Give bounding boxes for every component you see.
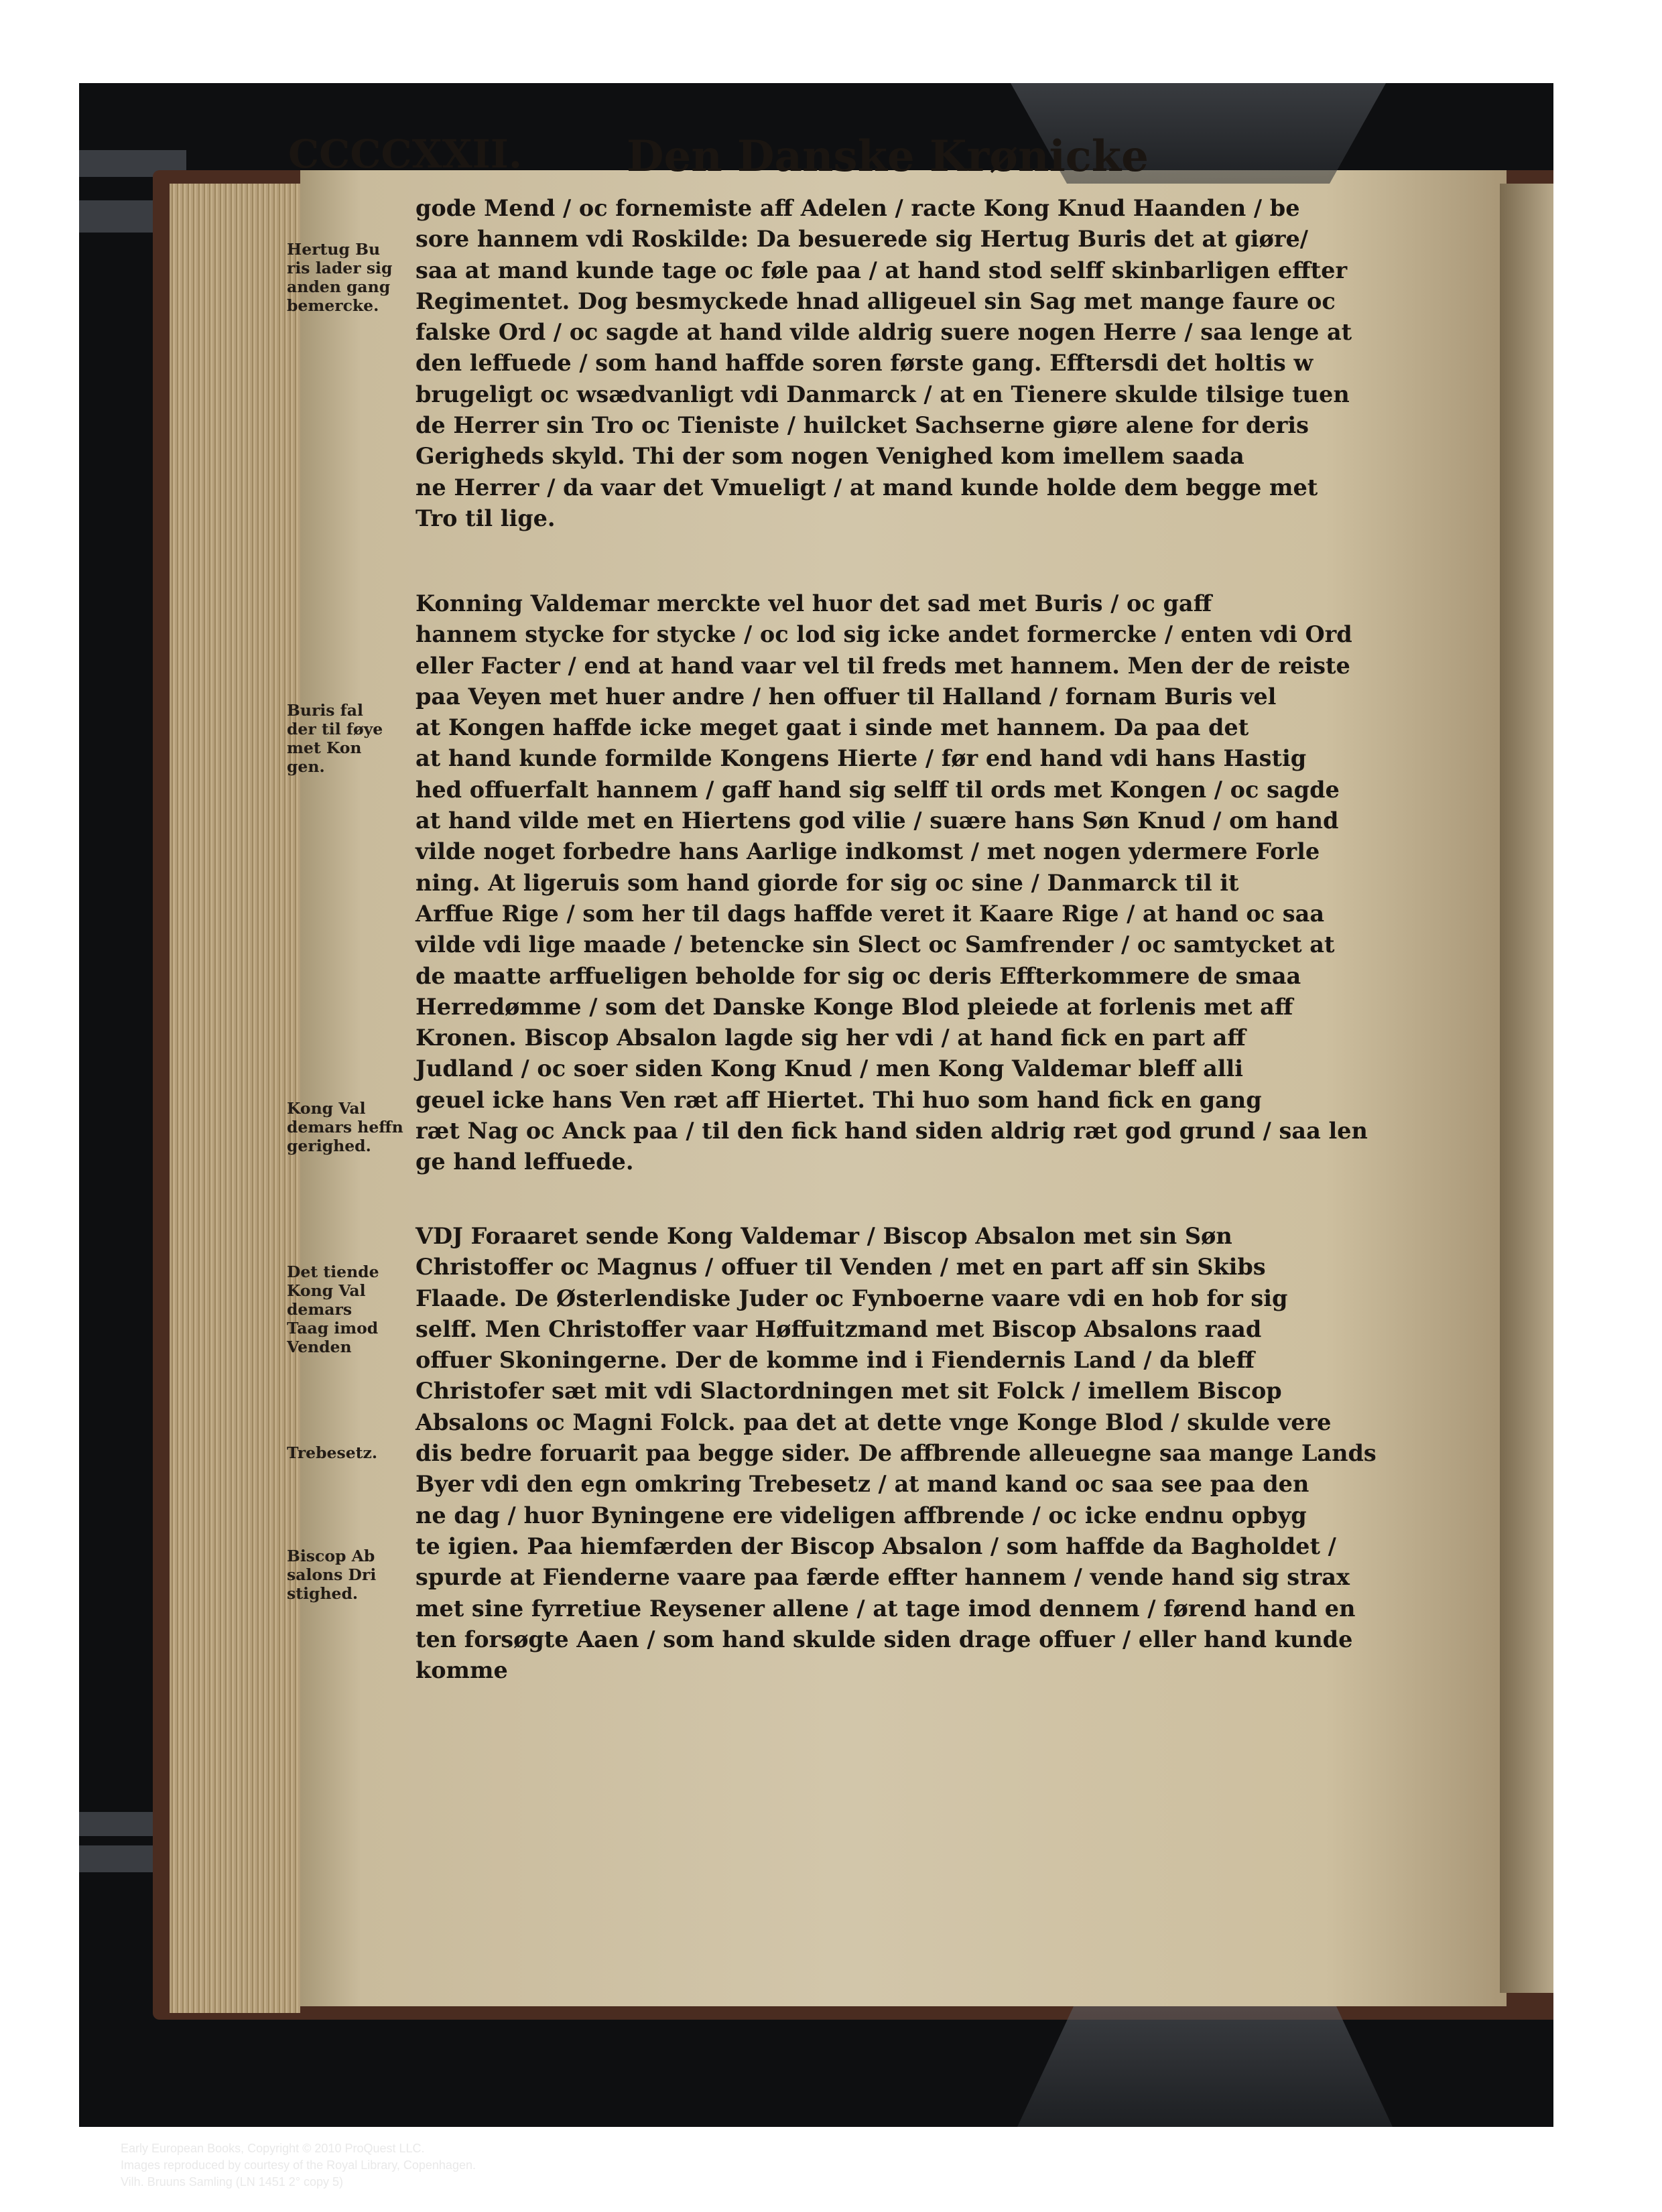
text-line: Flaade. De Østerlendiske Juder oc Fynboerne vaare vdi en hob for sig <box>416 1285 1288 1311</box>
text-line: dis bedre foruarit paa begge sider. De affbrende alleuegne saa mange Lands <box>416 1440 1377 1467</box>
credit-line: Early European Books, Copyright © 2010 ProQuest LLC. <box>121 2142 425 2155</box>
text-line: hannem stycke for stycke / oc lod sig icke andet formercke / enten vdi Ord <box>416 621 1352 648</box>
running-head: Den Danske Krønicke <box>627 131 1149 182</box>
text-line: den leffuede / som hand haffde soren første gang. Efftersdi det holtis w <box>416 350 1314 377</box>
text-line: vilde vdi lige maade / betencke sin Slect oc Samfrender / oc samtycket at <box>416 931 1335 958</box>
page-edges <box>170 184 300 2013</box>
text-line: falske Ord / oc sagde at hand vilde aldrig suere nogen Herre / saa lenge at <box>416 319 1352 346</box>
margin-note-line: gen. <box>287 757 325 776</box>
text-line: Gerigheds skyld. Thi der som nogen Venighed kom imellem saada <box>416 443 1244 470</box>
text-line: Christofer sæt mit vdi Slactordningen met sit Folck / imellem Biscop <box>416 1378 1282 1405</box>
text-line: Arffue Rige / som her til dags haffde veret it Kaare Rige / at hand oc saa <box>416 900 1325 927</box>
margin-note-line: Buris fal <box>287 701 363 720</box>
text-line: saa at mand kunde tage oc føle paa / at hand stod selff skinbarligen effter <box>416 257 1348 283</box>
text-line: eller Facter / end at hand vaar vel til freds met hannem. Men der de reiste <box>416 652 1350 679</box>
text-line: Tro til lige. <box>416 505 556 531</box>
text-line: Konning Valdemar merckte vel huor det sad met Buris / oc gaff <box>416 590 1212 616</box>
margin-note-line: Taag imod <box>287 1319 379 1338</box>
text-line: ning. At ligeruis som hand giorde for sig oc sine / Danmarck til it <box>416 869 1239 896</box>
margin-note-line: gerighed. <box>287 1136 371 1155</box>
copyright-credit <box>121 2140 476 2191</box>
margin-note-line: Biscop Ab <box>287 1547 375 1565</box>
margin-note <box>287 240 392 315</box>
text-line: met sine fyrretiue Reysener allene / at tage imod dennem / førend hand en <box>416 1595 1356 1622</box>
margin-note <box>287 1099 403 1155</box>
text-line: Regimentet. Dog besmyckede hnad alligeuel sin Sag met mange faure oc <box>416 287 1336 314</box>
text-line: vilde noget forbedre hans Aarlige indkomst / met nogen ydermere Forle <box>416 838 1320 865</box>
paragraph <box>416 588 1368 1178</box>
text-line: at hand kunde formilde Kongens Hierte / før end hand vdi hans Hastig <box>416 745 1307 772</box>
margin-note-line: Trebesetz. <box>287 1443 378 1462</box>
glass-clip-bottom <box>1017 2006 1393 2127</box>
margin-note-line: bemercke. <box>287 296 379 315</box>
text-line: geuel icke hans Ven ræt aff Hiertet. Thi huo som hand fick en gang <box>416 1086 1262 1113</box>
text-line: selff. Men Christoffer vaar Høffuitzmand met Biscop Absalons raad <box>416 1315 1262 1342</box>
margin-note-line: demars heffn <box>287 1118 403 1136</box>
text-line: te igien. Paa hiemfærden der Biscop Absalon / som haffde da Bagholdet / <box>416 1533 1336 1559</box>
margin-note-line: demars <box>287 1300 353 1319</box>
text-line: Byer vdi den egn omkring Trebesetz / at mand kand oc saa see paa den <box>416 1471 1309 1498</box>
text-line: spurde at Fienderne vaare paa færde effter hannem / vende hand sig strax <box>416 1564 1350 1591</box>
text-line: Judland / oc soer siden Kong Knud / men Kong Valdemar bleff alli <box>416 1055 1243 1082</box>
facing-page-edge <box>1500 184 1553 1993</box>
text-line: ne Herrer / da vaar det Vmueligt / at mand kunde holde dem begge met <box>416 474 1318 501</box>
margin-note-line: Venden <box>287 1338 352 1356</box>
margin-note-line: Hertug Bu <box>287 240 381 259</box>
margin-note-line: Kong Val <box>287 1281 366 1300</box>
text-line: ne dag / huor Byningene ere videligen affbrende / oc icke endnu opbyg <box>416 1502 1307 1528</box>
text-line: de maatte arffueligen beholde for sig oc deris Effterkommere de smaa <box>416 962 1301 989</box>
margin-note-line: salons Dri <box>287 1565 377 1584</box>
text-line: komme <box>416 1657 508 1684</box>
margin-note-line: anden gang <box>287 277 391 296</box>
margin-note <box>287 1443 377 1462</box>
margin-note <box>287 701 383 776</box>
text-line: de Herrer sin Tro oc Tieniste / huilcket Sachserne giøre alene for deris <box>416 412 1309 439</box>
paragraph <box>416 193 1352 534</box>
margin-note-line: Kong Val <box>287 1099 366 1118</box>
text-line: ten forsøgte Aaen / som hand skulde siden drage offuer / eller hand kunde <box>416 1626 1353 1652</box>
credit-line: Images reproduced by courtesy of the Royal Library, Copenhagen. <box>121 2158 476 2172</box>
credit-line: Vilh. Bruuns Samling (LN 1451 2° copy 5) <box>121 2175 344 2189</box>
margin-note-line: der til føye <box>287 720 383 738</box>
text-line: paa Veyen met huer andre / hen offuer til Halland / fornam Buris vel <box>416 683 1277 710</box>
text-line: gode Mend / oc fornemiste aff Adelen / racte Kong Knud Haanden / be <box>416 195 1300 221</box>
margin-note-line: stighed. <box>287 1584 359 1603</box>
text-line: Kronen. Biscop Absalon lagde sig her vdi / at hand fick en part aff <box>416 1025 1246 1051</box>
paragraph <box>416 1221 1377 1686</box>
text-line: Herredømme / som det Danske Konge Blod pleiede at forlenis met aff <box>416 993 1293 1020</box>
margin-note-line: met Kon <box>287 738 362 757</box>
margin-note <box>287 1262 379 1356</box>
text-line: brugeligt oc wsædvanligt vdi Danmarck / at en Tienere skulde tilsige tuen <box>416 381 1350 407</box>
text-line: sore hannem vdi Roskilde: Da besuerede sig Hertug Buris det at giøre/ <box>416 226 1309 253</box>
margin-note <box>287 1547 376 1603</box>
text-line: offuer Skoningerne. Der de komme ind i Fiendernis Land / da bleff <box>416 1347 1255 1374</box>
margin-note-line: Det tiende <box>287 1262 379 1281</box>
text-line: Absalons oc Magni Folck. paa det at dette vnge Konge Blod / skulde vere <box>416 1409 1332 1435</box>
text-line: VDJ Foraaret sende Kong Valdemar / Biscop Absalon met sin Søn <box>416 1223 1232 1249</box>
text-line: Christoffer oc Magnus / offuer til Venden / met en part aff sin Skibs <box>416 1254 1266 1281</box>
text-line: ge hand leffuede. <box>416 1149 634 1175</box>
text-line: ræt Nag oc Anck paa / til den fick hand siden aldrig ræt god grund / saa len <box>416 1118 1368 1145</box>
text-line: at hand vilde met en Hiertens god vilie / suære hans Søn Knud / om hand <box>416 807 1339 834</box>
text-line: at Kongen haffde icke meget gaat i sinde met hannem. Da paa det <box>416 714 1249 741</box>
folio-number: CCCCXXII. <box>288 131 523 177</box>
text-line: hed offuerfalt hannem / gaff hand sig selff til ords met Kongen / oc sagde <box>416 776 1340 803</box>
margin-note-line: ris lader sig <box>287 259 393 277</box>
